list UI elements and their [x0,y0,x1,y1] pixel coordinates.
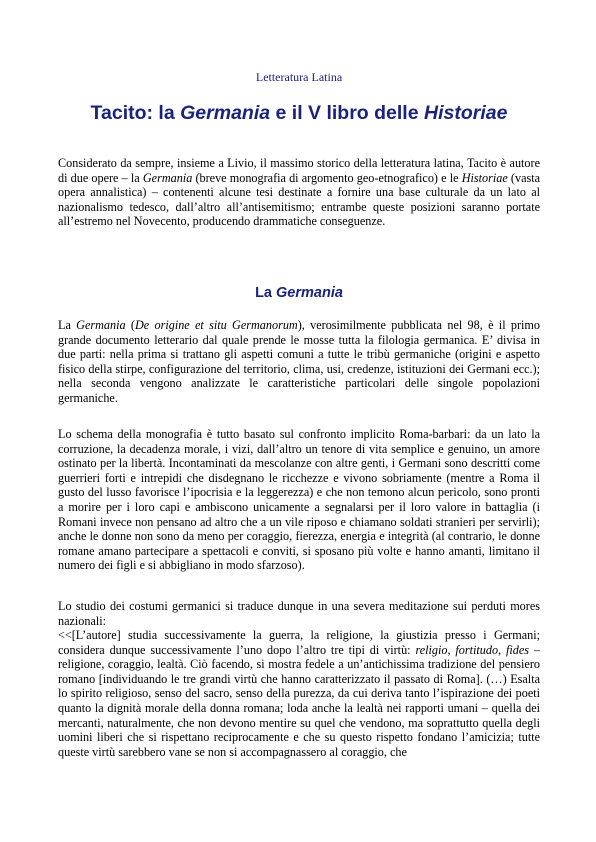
quote-italic-religio: religio [415,642,448,657]
title-germania: Germania [180,102,271,124]
section-heading-germania [58,285,540,301]
germania-paragraph-1 [58,318,540,406]
quote-text: , [498,642,507,657]
paragraph-text: ), verosimilmente pubblicata nel 98, è il primo grande documento letterario dal quale prende le mosse tutta la filologia germanica. E’ divisa in due parti: nella prima si trattano gli aspetti comuni a tutte le tribù germaniche (origini e aspetto fisico della stirpe, configurazione del territorio, clima, usi, credenze, istituzioni dei Germani ecc.); nella seconda vengono analizzate le caratteristiche particolari delle singole popolazioni germaniche. [58,318,541,405]
intro-italic-germania: Germania [142,170,193,185]
paragraph-text: La [58,318,77,332]
intro-text: (breve monografia di argomento geo-etnografico) e le [192,170,462,185]
quote-text: <<[L’autore] studia successivamente la guerra, la religione, la giustizia presso i Germani; considera dunque successivamente l’uno dopo l’altro tre tipi di virtù: [58,628,540,657]
paragraph-italic: Germania [76,318,126,332]
intro-text: (vasta opera annalistica) – contenenti alcune tesi destinate a fornire una base culturale da un lato al nazionalismo tedesco, dall’altro all’antisemitismo; entrambe queste posizioni saranno portate all’estremo nel Novecento, producendo drammatiche conseguenze. [58,170,541,229]
intro-text: Considerato da sempre, insieme a Livio, il massimo storico della letteratura latina, Tacito è autore di due opere – la [58,156,540,185]
germania-quotation [58,628,540,759]
page-title [58,102,540,125]
germania-paragraph-2: Lo schema della monografia è tutto basato sul confronto implicito Roma-barbari: da un lato la corruzione, la decadenza morale, i vizi, dall’altro un tenore di vita semplice e genuino, un amore ostinato per la libertà. Incontaminati da mescolanze con altre genti, i Germani sono descritti come guerrieri forti e intrepidi che disdegnano le ricchezze e vivono sobriamente (mentre a Roma il gusto del lusso favorisce l’ipocrisia e la leggerezza) e che non temono alcun pericolo, sono pronti a morire per i loro capi e ambiscono unicamente a segnalarsi per il loro valore in battaglia (i Romani invece non pensano ad altro che a un vile riposo e chiamano soldati stranieri per servirli); anche le donne non sono da meno per coraggio, fierezza, energia e integrità (al contrario, le donne romane amano partecipare a spettacoli e conviti, si sposano più volte e hanno amanti, limitano il numero dei figli e si abbigliano in modo sfarzoso). [58,427,540,573]
intro-paragraph [58,156,540,229]
quote-text: – religione, coraggio, lealtà. Ciò facendo, si mostra fedele a un’antichissima tradizione del pensiero romano [individuando le tre grandi virtù che hanno caratterizzato il passato di Roma]. (…) Esalta lo spirito religioso, senso del sacro, senso della purezza, da cui deriva tanto l’ispirazione dei poeti quanto la dignità morale della donna romana; loda anche la lealtà nei rapporti umani – quella dei mercanti, naturalmente, che non devono mentire su quel che vendono, ma soprattutto quella degli uomini liberi che si rispettano reciprocamente e che su questo rispetto fondano l’amicizia; tutte queste virtù sarebbero vane se non si accompagnassero al coraggio, che [58,642,541,759]
paragraph-italic: De origine et situ Germanorum [134,318,298,332]
intro-italic-historiae: Historiae [461,170,508,185]
quote-italic-fides: fides [506,642,530,657]
title-part-1: Tacito: la [90,102,181,124]
quote-text: , [447,642,456,657]
quote-italic-fortitudo: fortitudo [455,642,499,657]
germania-paragraph-3: Lo studio dei costumi germanici si traduce dunque in una severa meditazione sui perduti mores nazionali: [58,599,540,628]
running-header: Letteratura Latina [255,70,343,84]
title-historiae: Historiae [423,102,508,124]
section-heading-italic: Germania [276,285,343,301]
paragraph-text: ( [125,318,135,332]
section-heading-prefix: La [255,285,277,301]
title-part-2: e il V libro delle [270,102,424,124]
